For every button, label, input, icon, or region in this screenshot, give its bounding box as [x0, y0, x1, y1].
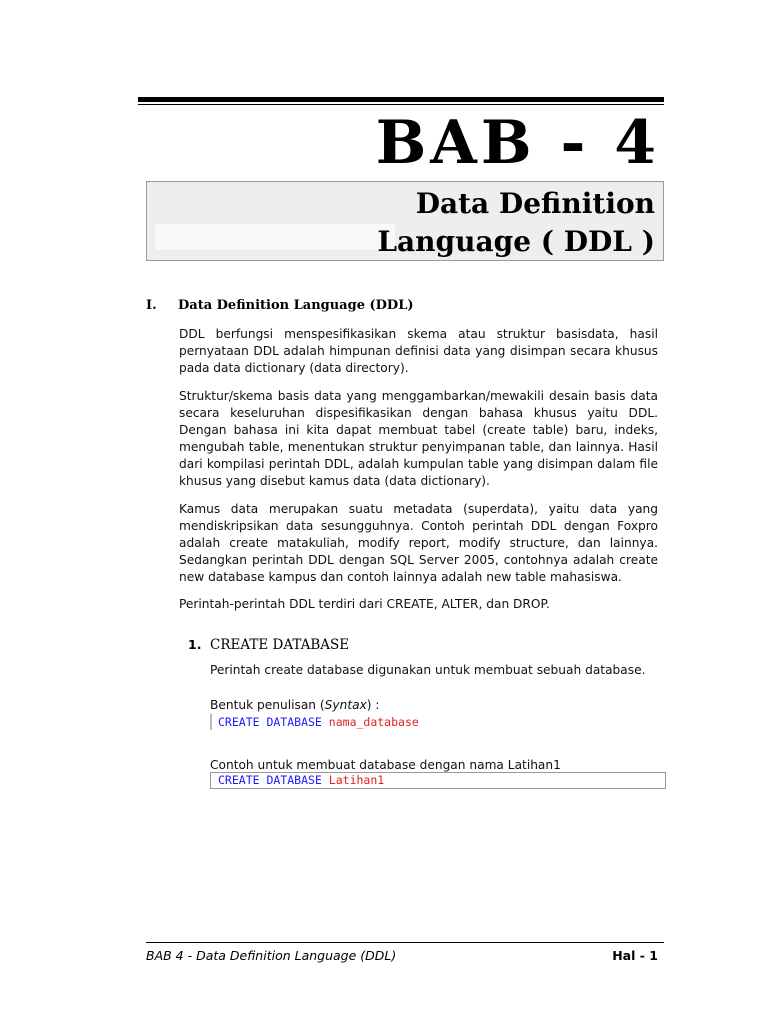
- subsection-description: Perintah create database digunakan untuk membuat sebuah database.: [210, 663, 646, 677]
- footer-chapter-title: BAB 4 - Data Definition Language (DDL): [146, 948, 397, 963]
- example-code-block: [210, 772, 666, 789]
- syntax-label: [210, 697, 664, 714]
- syntax-code-identifier: nama_database: [328, 715, 419, 729]
- title-box-highlight: [155, 224, 395, 250]
- title-line-2: Language ( DDL ): [377, 225, 655, 258]
- section-heading-text: Data Definition Language (DDL): [178, 298, 414, 313]
- syntax-code-block: [210, 714, 419, 730]
- example-code-keyword: CREATE DATABASE: [218, 773, 322, 787]
- paragraph-2: Struktur/skema basis data yang menggambarkan/mewakili desain basis data secara keseluruhan dispesifikasikan dengan bahasa khusus yaitu DDL. Dengan bahasa ini kita dapat membuat tabel (create table) baru, indeks, mengubah table, menentukan struktur penyimpanan table, dan lainnya. Hasil dari kompilasi perintah DDL, adalah kumpulan table yang disimpan dalam file khusus yang disebut kamus data (data dictionary).: [179, 389, 658, 488]
- title-line-1: Data Definition: [415, 187, 655, 220]
- syntax-label-suffix: ) :: [366, 698, 380, 712]
- subsection-heading: [188, 637, 349, 653]
- syntax-code-keyword: CREATE DATABASE: [218, 715, 322, 729]
- footer-page-number: Hal - 1: [612, 948, 658, 963]
- header-rule-thin: [138, 104, 664, 105]
- subsection-number: 1.: [188, 637, 202, 652]
- section-heading: [146, 298, 414, 313]
- syntax-label-prefix: Bentuk penulisan (: [210, 698, 325, 712]
- paragraph-3: Kamus data merupakan suatu metadata (superdata), yaitu data yang mendiskripsikan data sesungguhnya. Contoh perintah DDL dengan Foxpro adalah create matakuliah, modify report, modify structure, dan lainnya. Sedangkan perintah DDL dengan SQL Server 2005, contohnya adalah create new database kampus dan contoh lainnya adalah new table mahasiswa.: [179, 502, 658, 584]
- footer-rule: [146, 942, 664, 943]
- paragraph-4: Perintah-perintah DDL terdiri dari CREATE, ALTER, dan DROP.: [179, 597, 550, 611]
- header-rule-thick: [138, 97, 664, 102]
- section-number: I.: [146, 298, 157, 313]
- title-box: [146, 181, 664, 261]
- subsection-heading-text: CREATE DATABASE: [210, 637, 350, 653]
- example-label: Contoh untuk membuat database dengan nama Latihan1: [210, 758, 561, 772]
- syntax-label-word: Syntax: [324, 698, 367, 712]
- chapter-title: BAB - 4: [375, 108, 660, 178]
- paragraph-1: DDL berfungsi menspesifikasikan skema atau struktur basisdata, hasil pernyataan DDL adalah himpunan definisi data yang disimpan secara khusus pada data dictionary (data directory).: [179, 327, 658, 375]
- example-code-identifier: Latihan1: [328, 773, 385, 787]
